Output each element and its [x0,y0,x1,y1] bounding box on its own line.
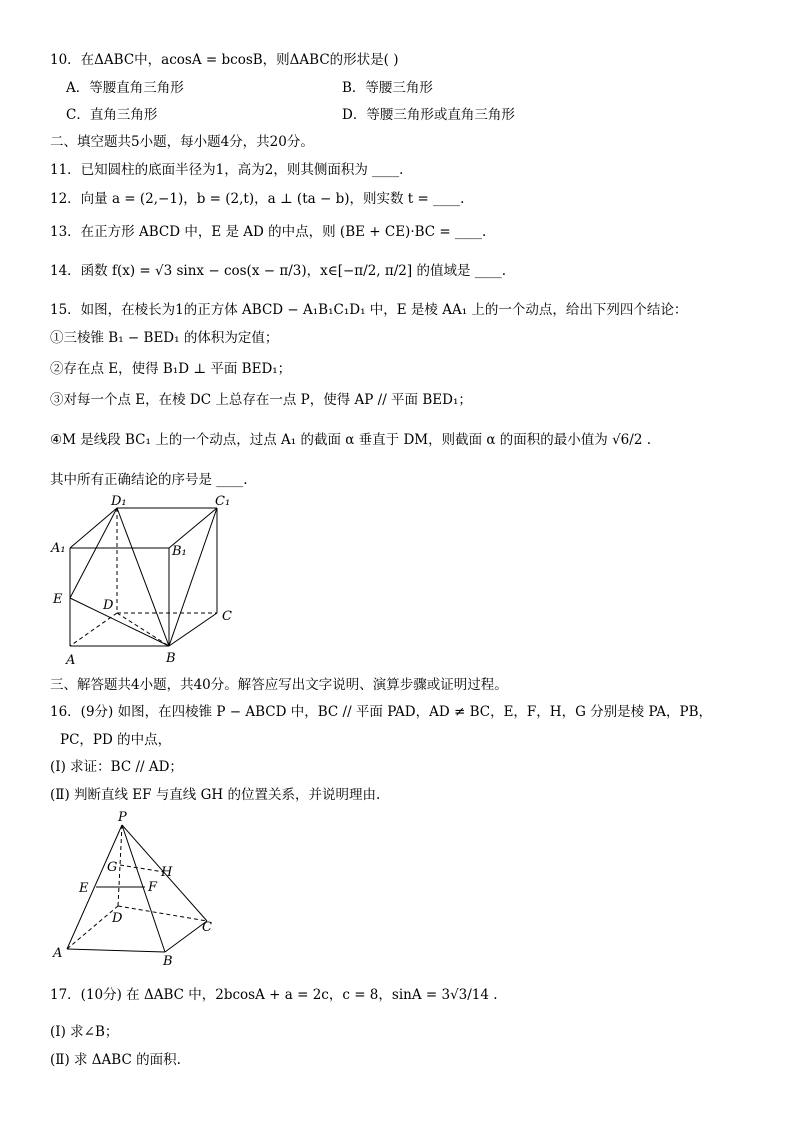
q15-stem: 15．如图，在棱长为1的正方体 ABCD − A₁B₁C₁D₁ 中，E 是棱 AA₁ 上的一个动点，给出下列四个结论： [50,302,688,318]
cube-label-d1: D₁ [111,494,127,509]
cube-label-b1: B₁ [172,544,187,559]
q15-statement-2: ②存在点 E，使得 B₁D ⊥ 平面 BED₁； [50,361,292,377]
q11-text: 11．已知圆柱的底面半径为1，高为2，则其侧面积为 ____. [50,162,404,178]
section3-heading: 三、解答题共4小题，共40分。解答应写出文字说明、演算步骤或证明过程。 [50,677,508,693]
pyr-label-f: F [148,880,158,895]
pyr-label-p: P [118,810,127,825]
q17-part1: (Ⅰ) 求∠B； [50,1024,119,1040]
pyramid-figure [50,808,230,968]
q10-stem: 10．在ΔABC中，acosA = bcosB，则ΔABC的形状是( ) [50,52,399,68]
cube-figure [45,495,245,675]
pyr-label-h: H [161,865,173,880]
q16-part1: (Ⅰ) 求证：BC // AD； [50,759,183,775]
section2-heading: 二、填空题共5小题，每小题4分，共20分。 [50,134,314,150]
cube-label-c: C [222,609,232,624]
cube-label-b: B [166,651,176,666]
pyr-label-g: G [107,860,118,875]
q14-text: 14．函数 f(x) = √3 sinx − cos(x − π/3)，x∈[−π/2, π/2] 的值域是 ____. [50,263,507,279]
q10-option-b: B．等腰三角形 [342,80,433,96]
q15-statement-3: ③对每一个点 E，在棱 DC 上总存在一点 P，使得 AP // 平面 BED₁； [50,392,472,408]
pyr-label-b: B [163,954,173,969]
q10-option-a: A．等腰直角三角形 [66,80,184,96]
q16-stem-line1: 16．(9分) 如图，在四棱锥 P − ABCD 中，BC // 平面 PAD，AD ≠ BC，E，F，H，G 分别是棱 PA，PB， [50,704,713,720]
cube-label-a1: A₁ [51,541,66,556]
q16-stem-line2: PC，PD 的中点， [60,732,172,748]
q15-statement-1: ①三棱锥 B₁ − BED₁ 的体积为定值； [50,330,279,346]
q15-statement-4: ④M 是线段 BC₁ 上的一个动点，过点 A₁ 的截面 α 垂直于 DM，则截面 α 的面积的最小值为 √6/2 . [50,432,651,448]
q13-text: 13．在正方形 ABCD 中，E 是 AD 的中点，则 (BE + CE)·BC = ____. [50,224,487,240]
pyr-label-d: D [112,911,123,926]
q15-question: 其中所有正确结论的序号是 ____. [50,472,248,488]
q16-part2: (Ⅱ) 判断直线 EF 与直线 GH 的位置关系，并说明理由. [50,787,381,803]
q12-text: 12．向量 a = (2,−1)，b = (2,t)，a ⊥ (ta − b)，则实数 t = ____. [50,191,465,207]
cube-label-d: D [103,598,114,613]
pyr-label-a: A [53,946,63,961]
q10-option-d: D．等腰三角形或直角三角形 [342,107,515,123]
cube-label-c1: C₁ [215,494,231,509]
q17-stem: 17．(10分) 在 ΔABC 中，2bcosA + a = 2c，c = 8，sinA = 3√3/14 . [50,987,498,1003]
pyr-label-c: C [202,920,212,935]
q17-part2: (Ⅱ) 求 ΔABC 的面积. [50,1052,181,1068]
q10-option-c: C．直角三角形 [66,107,158,123]
pyr-label-e: E [79,881,89,896]
cube-label-e: E [53,592,63,607]
cube-label-a: A [66,653,76,668]
